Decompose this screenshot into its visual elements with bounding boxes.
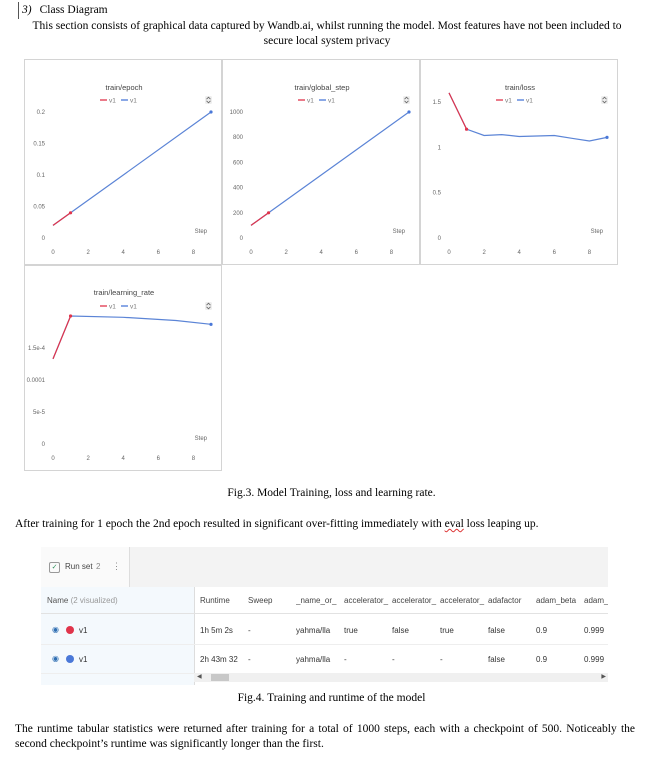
run-color-dot[interactable] xyxy=(66,655,74,663)
column-header[interactable]: accelerator_ xyxy=(440,596,485,605)
step-label: Step xyxy=(194,436,207,442)
chart-panel-loss xyxy=(420,59,618,265)
x-tick-label: 6 xyxy=(156,250,161,256)
runset-bar xyxy=(41,547,608,587)
paragraph-runtime: The runtime tabular statistics were returned after training for a total of 1000 steps, each with a checkpoint of 500. Noticeably the second checkpoint’s runtime was significantly longer than the first. xyxy=(15,723,635,750)
spellcheck-flagged-word: eval xyxy=(444,518,464,530)
x-tick-label: 4 xyxy=(517,250,521,256)
table-cell: - xyxy=(344,655,347,664)
chart-legend xyxy=(100,98,137,105)
runset-count: 2 xyxy=(96,562,101,571)
y-tick-label: 0 xyxy=(41,236,45,242)
x-tick-label: 8 xyxy=(587,250,592,256)
section-number: 3) xyxy=(22,4,32,16)
chart-global-step-svg xyxy=(223,60,421,266)
table-cell: true xyxy=(440,626,454,635)
chart-panel-epoch xyxy=(24,59,222,265)
sort-icon[interactable] xyxy=(205,302,212,310)
legend-label-run2: v1 xyxy=(328,97,335,105)
x-tick-label: 8 xyxy=(191,250,196,256)
visualized-count: (2 visualized) xyxy=(70,596,118,605)
paragraph-text-a: After training for 1 epoch the 2nd epoch resulted in significant over-fitting immediately with xyxy=(15,518,445,530)
x-tick-label: 4 xyxy=(121,456,125,462)
column-header-name[interactable] xyxy=(47,596,118,605)
x-tick-label: 8 xyxy=(191,456,196,462)
data-point xyxy=(605,136,608,139)
y-tick-label: 200 xyxy=(232,210,243,217)
series-line-run1 xyxy=(449,93,467,129)
chart-panel-learning-rate xyxy=(24,265,222,471)
runs-table xyxy=(41,547,608,685)
table-cell: 0.999 xyxy=(584,626,605,635)
y-tick-labels xyxy=(27,346,46,448)
step-label: Step xyxy=(194,229,207,235)
chart-legend xyxy=(100,304,137,311)
run-color-dot[interactable] xyxy=(66,626,74,634)
horizontal-scrollbar[interactable] xyxy=(194,673,608,682)
chart-title: train/learning_rate xyxy=(93,288,155,297)
scroll-left-icon[interactable]: ◀ xyxy=(197,674,202,680)
table-cell: false xyxy=(392,626,409,635)
column-header[interactable]: accelerator_ xyxy=(392,596,437,605)
x-tick-label: 2 xyxy=(86,250,90,256)
sort-icon[interactable] xyxy=(403,96,410,104)
y-tick-label: 0.15 xyxy=(33,141,45,148)
legend-label-run1: v1 xyxy=(109,303,116,311)
y-tick-label: 0 xyxy=(437,236,441,242)
table-cell: false xyxy=(488,626,505,635)
section-heading xyxy=(22,4,108,16)
table-row[interactable] xyxy=(41,645,608,674)
legend-label-run1: v1 xyxy=(505,97,512,105)
x-tick-label: 0 xyxy=(249,250,253,256)
series-line-run1 xyxy=(53,316,71,359)
table-cell: 2h 43m 32 xyxy=(200,655,238,664)
legend-label-run2: v1 xyxy=(130,97,137,105)
series-line-run2 xyxy=(53,316,211,359)
column-header[interactable]: adam_ xyxy=(584,596,608,605)
x-tick-label: 2 xyxy=(284,250,288,256)
column-header[interactable]: Runtime xyxy=(200,596,230,605)
legend-label-run2: v1 xyxy=(526,97,533,105)
margin-bar xyxy=(18,2,19,19)
chart-panel-global-step xyxy=(222,59,420,265)
table-cell: true xyxy=(344,626,358,635)
chart-title: train/epoch xyxy=(105,83,143,92)
y-tick-labels xyxy=(33,110,45,242)
x-tick-labels xyxy=(447,250,591,256)
chart-series xyxy=(53,314,213,359)
x-tick-label: 4 xyxy=(121,250,125,256)
legend-label-run2: v1 xyxy=(130,303,137,311)
y-tick-label: 1 xyxy=(437,145,441,152)
table-cell: 1h 5m 2s xyxy=(200,626,233,635)
x-tick-labels xyxy=(51,456,195,462)
paragraph-text-b: loss leaping up. xyxy=(463,518,539,530)
y-tick-label: 0 xyxy=(239,236,243,242)
step-label: Step xyxy=(392,229,405,235)
name-header-label: Name xyxy=(47,596,69,605)
table-header xyxy=(41,587,608,614)
step-label: Step xyxy=(590,229,603,235)
chart-series xyxy=(53,110,213,225)
figure-3-caption: Fig.3. Model Training, loss and learning rate. xyxy=(227,487,436,499)
y-tick-labels xyxy=(230,110,244,242)
table-cell: 0.9 xyxy=(536,655,548,664)
data-point xyxy=(267,211,270,214)
column-header[interactable]: adam_beta xyxy=(536,596,577,605)
series-line-run1 xyxy=(53,213,71,226)
series-line-run1 xyxy=(251,213,269,226)
column-header[interactable]: accelerator_ xyxy=(344,596,389,605)
x-tick-label: 8 xyxy=(389,250,394,256)
data-point xyxy=(69,314,72,317)
x-tick-label: 6 xyxy=(354,250,359,256)
y-tick-label: 0 xyxy=(41,442,45,448)
column-header[interactable]: _name_or_ xyxy=(296,596,337,605)
sort-icon[interactable] xyxy=(205,96,212,104)
chart-epoch-svg xyxy=(25,60,223,266)
table-cell: - xyxy=(440,655,443,664)
y-tick-label: 5e-5 xyxy=(32,410,45,416)
chart-loss-svg xyxy=(421,60,619,266)
table-cell: 0.9 xyxy=(536,626,548,635)
chart-legend xyxy=(298,98,335,105)
more-menu-icon[interactable]: ⋮ xyxy=(112,561,121,571)
y-tick-label: 0.0001 xyxy=(26,378,45,384)
y-tick-label: 600 xyxy=(232,160,243,167)
table-cell: - xyxy=(248,655,251,664)
chart-learning-rate-svg xyxy=(25,266,223,472)
chart-series xyxy=(251,110,411,225)
y-tick-label: 1.5 xyxy=(432,100,441,106)
legend-label-run1: v1 xyxy=(109,97,116,105)
section-intro: This section consists of graphical data captured by Wandb.ai, whilst running the model. Most features have not been included to secure local system privacy xyxy=(32,20,622,47)
table-cell: - xyxy=(392,655,395,664)
chart-title: train/global_step xyxy=(294,83,350,92)
data-point xyxy=(69,211,72,214)
eye-icon[interactable]: ◉ xyxy=(52,625,59,634)
x-tick-label: 2 xyxy=(482,250,486,256)
y-tick-label: 1.5e-4 xyxy=(27,346,45,352)
table-cell: yahma/lla xyxy=(296,655,331,664)
table-cell: yahma/lla xyxy=(296,626,331,635)
sort-icon[interactable] xyxy=(601,96,608,104)
x-tick-label: 4 xyxy=(319,250,323,256)
table-cell: false xyxy=(488,655,505,664)
table-row[interactable] xyxy=(41,616,608,645)
data-point xyxy=(407,110,410,113)
runset-label: Run set xyxy=(65,562,93,571)
checkbox-icon[interactable]: ✓ xyxy=(49,562,60,573)
x-tick-labels xyxy=(51,250,195,256)
chart-legend xyxy=(496,98,533,105)
scroll-right-icon[interactable]: ▶ xyxy=(601,674,606,680)
run-name[interactable]: v1 xyxy=(79,655,88,664)
y-tick-label: 0.05 xyxy=(33,204,45,211)
table-cell: - xyxy=(248,626,251,635)
y-tick-label: 400 xyxy=(232,185,243,192)
x-tick-label: 6 xyxy=(156,456,161,462)
y-tick-label: 1000 xyxy=(229,110,243,116)
x-tick-label: 0 xyxy=(51,456,55,462)
scrollbar-thumb[interactable] xyxy=(211,674,229,681)
series-line-run2 xyxy=(251,112,409,225)
y-tick-label: 800 xyxy=(232,135,243,142)
y-tick-labels xyxy=(433,100,442,242)
y-tick-label: 0.1 xyxy=(36,173,45,179)
x-tick-label: 6 xyxy=(552,250,557,256)
section-title: Class Diagram xyxy=(39,4,108,16)
chart-title: train/loss xyxy=(504,83,536,92)
column-header[interactable]: adafactor xyxy=(488,596,522,605)
data-point xyxy=(209,323,212,326)
column-header[interactable]: Sweep xyxy=(248,596,273,605)
x-tick-labels xyxy=(249,250,393,256)
runset-tab[interactable] xyxy=(41,547,130,587)
y-tick-label: 0.5 xyxy=(432,190,441,197)
run-name[interactable]: v1 xyxy=(79,626,88,635)
table-cell: 0.999 xyxy=(584,655,605,664)
data-point xyxy=(465,128,468,131)
y-tick-label: 0.2 xyxy=(36,110,45,116)
x-tick-label: 0 xyxy=(51,250,55,256)
legend-label-run1: v1 xyxy=(307,97,314,105)
x-tick-label: 2 xyxy=(86,456,90,462)
data-point xyxy=(209,110,212,113)
paragraph-overfitting xyxy=(15,517,655,532)
eye-icon[interactable]: ◉ xyxy=(52,654,59,663)
figure-4-caption: Fig.4. Training and runtime of the model xyxy=(237,692,426,704)
x-tick-label: 0 xyxy=(447,250,451,256)
series-line-run2 xyxy=(53,112,211,225)
